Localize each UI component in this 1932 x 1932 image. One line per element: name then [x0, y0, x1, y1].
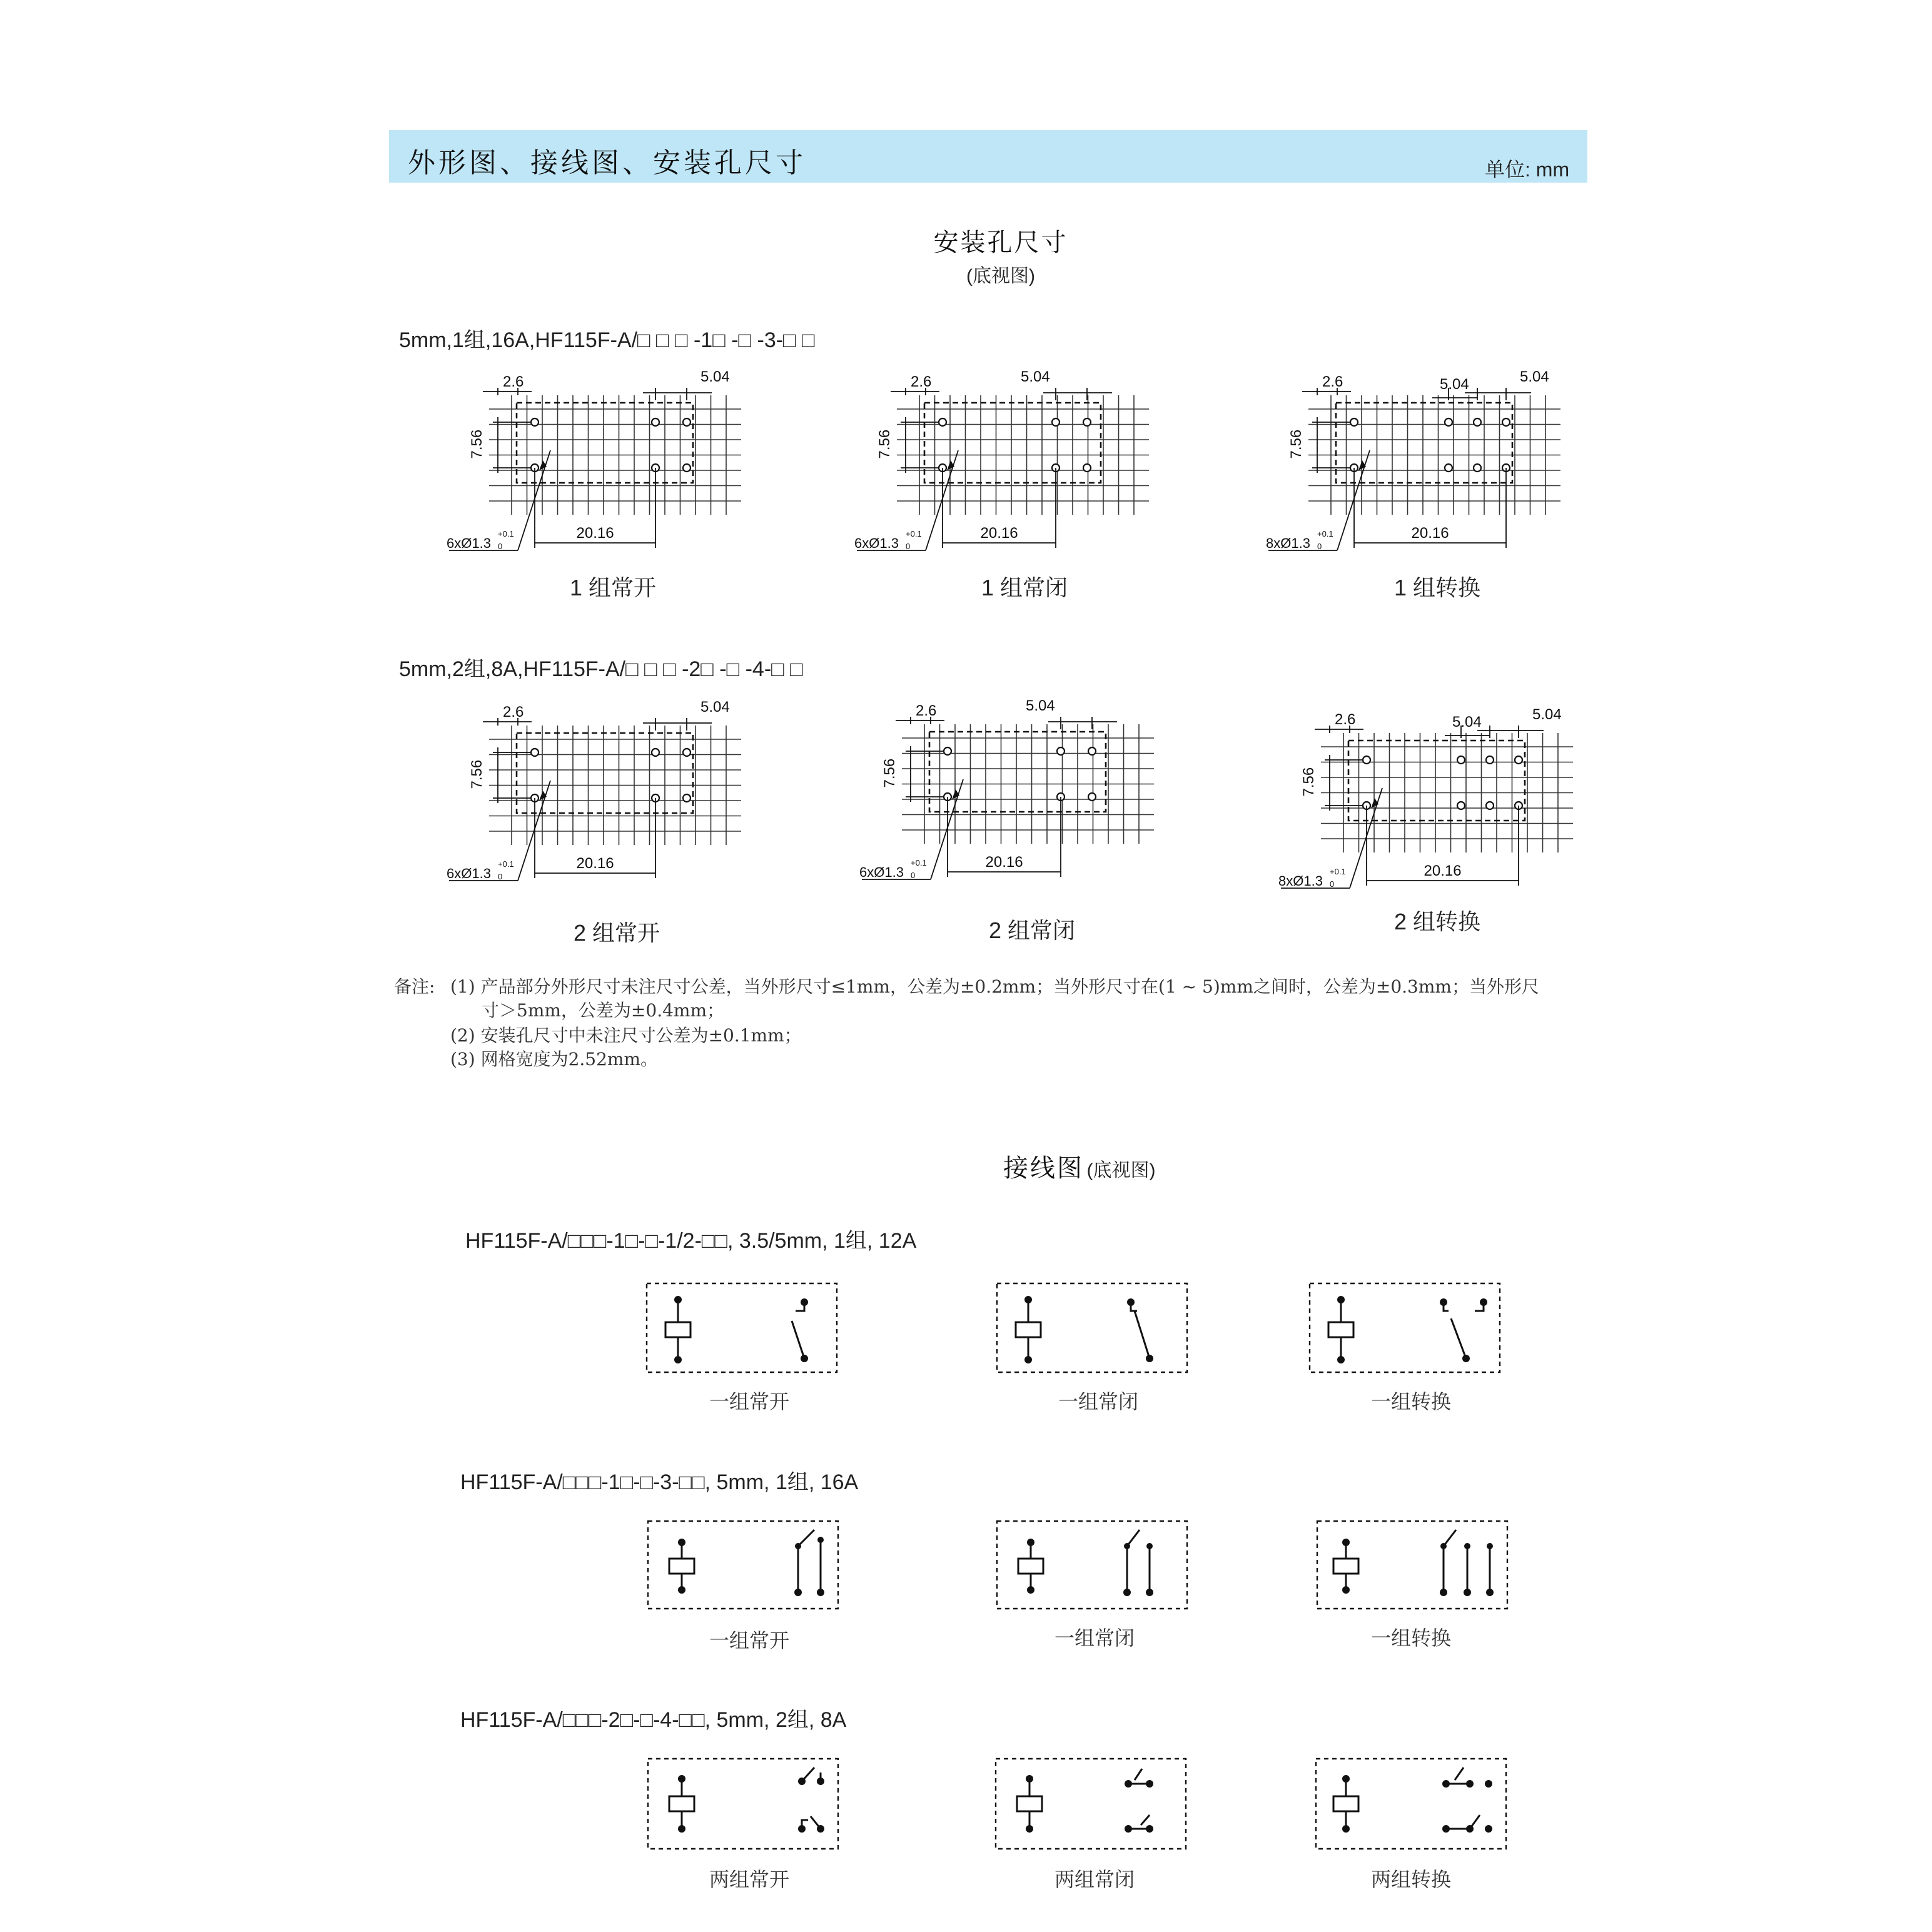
wiring-1-co: [1310, 1283, 1500, 1372]
note-1-cont: 寸＞5mm，公差为±0.4mm；: [482, 1000, 725, 1021]
hole-tolerance-zero: 0: [906, 542, 911, 551]
dim-pitch: 2.6: [503, 704, 524, 721]
dim-width: 20.16: [1411, 525, 1449, 542]
note-2: (2) 安装孔尺寸中未注尺寸公差为±0.1mm；: [450, 1025, 802, 1046]
wiring-subtitle: (底视图): [1086, 1160, 1156, 1181]
hole-tolerance-zero: 0: [1317, 542, 1322, 551]
wiring-model-3: HF115F-A/□□□-2□-□-4-□□, 5mm, 2组, 8A: [460, 1708, 847, 1732]
coil-icon: [665, 1296, 690, 1363]
dim-span2: 5.04: [1452, 714, 1482, 731]
note-3: (3) 网格宽度为2.52mm。: [450, 1049, 659, 1070]
mount-caption-2-2: 2 组常闭: [988, 918, 1076, 943]
mount-caption-1-2: 1 组常闭: [981, 575, 1068, 600]
wiring-3-no: [648, 1759, 838, 1849]
wiring-model-1: HF115F-A/□□□-1□-□-1/2-□□, 3.5/5mm, 1组, 12A: [465, 1229, 917, 1253]
dim-span: 5.04: [1021, 368, 1050, 385]
dim-pitch: 2.6: [911, 373, 932, 390]
wiring-caption-1-1: 一组常开: [709, 1390, 789, 1414]
wiring-2-nc: [997, 1521, 1187, 1609]
hole-spec: 6xØ1.3: [859, 864, 904, 880]
hole-tolerance: +0.1: [498, 529, 514, 539]
mount-caption-1-3: 1 组转换: [1393, 575, 1481, 600]
wiring-caption-2-3: 一组转换: [1370, 1626, 1451, 1650]
dim-pitch: 2.6: [503, 373, 524, 390]
hole-spec: 8xØ1.3: [1266, 535, 1310, 551]
wiring-caption-2-2: 一组常闭: [1054, 1626, 1135, 1650]
mount-caption-1-1: 1 组常开: [569, 575, 657, 600]
dim-span: 5.04: [1532, 706, 1562, 723]
hole-tolerance-zero: 0: [1330, 879, 1335, 889]
dim-height: 7.56: [1288, 429, 1305, 459]
wiring-3-nc: [996, 1759, 1186, 1849]
dim-pitch: 2.6: [1335, 711, 1356, 728]
wiring-caption-1-2: 一组常闭: [1058, 1390, 1138, 1414]
note-1: (1) 产品部分外形尺寸未注尺寸公差，当外形尺寸≤1mm，公差为±0.2mm；当外形尺寸在(1 ~ 5)mm之间时，公差为±0.3mm；当外形尺: [450, 976, 1539, 997]
hole-tolerance: +0.1: [1330, 867, 1346, 876]
unit-label: 单位: mm: [1485, 158, 1570, 181]
mounting-subtitle: (底视图): [966, 266, 1035, 286]
hole-spec: 6xØ1.3: [854, 535, 899, 551]
dim-width: 20.16: [980, 525, 1018, 542]
hole-tolerance: +0.1: [911, 858, 927, 867]
dim-height: 7.56: [881, 758, 898, 788]
mount-caption-2-1: 2 组常开: [573, 920, 660, 946]
dim-span2: 5.04: [1440, 376, 1469, 393]
dim-width: 20.16: [576, 855, 614, 872]
wiring-caption-2-1: 一组常开: [709, 1629, 789, 1652]
dim-height: 7.56: [876, 429, 893, 459]
hole-spec: 8xØ1.3: [1278, 873, 1323, 889]
dim-span: 5.04: [1520, 368, 1549, 385]
wiring-caption-3-3: 两组转换: [1370, 1868, 1451, 1891]
notes-label: 备注:: [394, 976, 435, 997]
dim-span: 5.04: [1026, 697, 1055, 714]
dim-height: 7.56: [468, 759, 485, 789]
dim-height: 7.56: [468, 429, 485, 459]
wiring-1-nc: [997, 1283, 1187, 1372]
wiring-model-2: HF115F-A/□□□-1□-□-3-□□, 5mm, 1组, 16A: [460, 1470, 859, 1494]
mount-caption-2-3: 2 组转换: [1393, 909, 1481, 934]
wiring-1-no: [647, 1283, 837, 1372]
hole-tolerance: +0.1: [906, 529, 922, 539]
mounting-title: 安装孔尺寸: [933, 229, 1068, 256]
dim-width: 20.16: [1424, 862, 1462, 879]
wiring-2-co: [1317, 1521, 1507, 1609]
page-title: 外形图、接线图、安装孔尺寸: [408, 148, 806, 178]
mounting-model-2: 5mm,2组,8A,HF115F-A/□ □ □ -2□ -□ -4-□ □: [399, 657, 803, 681]
dim-pitch: 2.6: [916, 702, 937, 719]
wiring-title: 接线图: [1003, 1155, 1084, 1182]
wiring-caption-3-1: 两组常开: [709, 1868, 789, 1891]
switch-no-icon: [792, 1298, 808, 1362]
hole-tolerance-zero: 0: [498, 872, 503, 881]
hole-tolerance: +0.1: [1317, 529, 1333, 539]
dim-width: 20.16: [985, 854, 1023, 871]
hole-tolerance: +0.1: [498, 859, 514, 869]
dim-height: 7.56: [1300, 767, 1317, 797]
hole-tolerance-zero: 0: [911, 871, 916, 880]
dim-width: 20.16: [576, 525, 614, 542]
mounting-model-1: 5mm,1组,16A,HF115F-A/□ □ □ -1□ -□ -3-□ □: [399, 328, 815, 352]
wiring-caption-1-3: 一组转换: [1370, 1390, 1451, 1414]
dim-span: 5.04: [700, 368, 730, 385]
wiring-3-co: [1316, 1759, 1506, 1849]
hole-tolerance-zero: 0: [498, 542, 503, 551]
wiring-caption-3-2: 两组常闭: [1054, 1868, 1135, 1891]
hole-spec: 6xØ1.3: [447, 535, 491, 551]
dim-span: 5.04: [700, 699, 730, 716]
wiring-2-no: [648, 1521, 838, 1609]
hole-spec: 6xØ1.3: [447, 866, 491, 881]
dim-pitch: 2.6: [1322, 373, 1343, 390]
